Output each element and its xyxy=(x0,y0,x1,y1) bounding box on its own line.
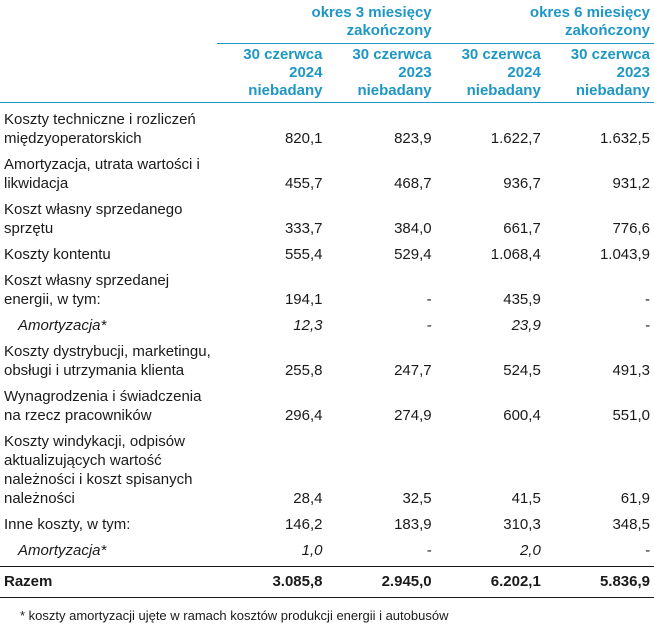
total-value: 3.085,8 xyxy=(217,567,326,598)
column-header-6m-2023 xyxy=(545,44,654,103)
cell-value: 455,7 xyxy=(284,175,323,192)
row-label: Koszty dystrybucji, marketingu, obsługi i utrzymania klienta xyxy=(4,343,211,379)
column-date: 30 czerwca xyxy=(352,46,432,63)
cell-value: 820,1 xyxy=(284,130,323,147)
cell-value: 1.622,7 xyxy=(490,130,541,147)
cell-value: - xyxy=(645,291,650,308)
period-3-months: okres 3 miesięcy zakończony xyxy=(217,4,435,44)
cell-value: 2,0 xyxy=(519,542,541,559)
date-header-row xyxy=(0,44,654,103)
cell-value: 194,1 xyxy=(284,291,323,308)
cell-value: 183,9 xyxy=(394,516,432,533)
row-label: Koszt własny sprzedanego sprzętu xyxy=(4,201,183,237)
table-row xyxy=(0,151,654,196)
total-row xyxy=(0,567,654,598)
cell-value: 1.632,5 xyxy=(599,130,650,147)
total-value: 5.836,9 xyxy=(545,567,654,598)
cell-value: 823,9 xyxy=(394,130,432,147)
row-label: Koszt własny sprzedanej energii, w tym: xyxy=(4,272,170,308)
table-row xyxy=(0,241,654,267)
cell-value: 524,5 xyxy=(503,362,541,379)
cell-value: 555,4 xyxy=(284,246,323,263)
cell-value: 1.043,9 xyxy=(599,246,650,263)
table-row xyxy=(0,338,654,383)
cell-value: 28,4 xyxy=(293,490,323,507)
cell-value: - xyxy=(426,542,432,559)
cell-value: 551,0 xyxy=(612,407,650,424)
table-row xyxy=(0,196,654,241)
cell-value: 23,9 xyxy=(511,317,541,334)
period-header-row xyxy=(0,4,654,44)
column-status: niebadany xyxy=(248,82,323,99)
cell-value: 274,9 xyxy=(394,407,432,424)
column-year: 2024 xyxy=(289,64,323,81)
table-row xyxy=(0,383,654,428)
row-label: Koszty kontentu xyxy=(4,246,111,263)
period-6-months: okres 6 miesięcy zakończony xyxy=(436,4,654,44)
header-blank-2 xyxy=(0,44,217,103)
header-blank xyxy=(0,4,217,44)
cell-value: 435,9 xyxy=(503,291,541,308)
cell-value: 310,3 xyxy=(503,516,541,533)
cell-value: 661,7 xyxy=(503,220,541,237)
cell-value: 255,8 xyxy=(284,362,323,379)
table-row-sub xyxy=(0,537,654,563)
cell-value: 333,7 xyxy=(284,220,323,237)
cell-value: 600,4 xyxy=(503,407,541,424)
table-row xyxy=(0,267,654,312)
cell-value: 41,5 xyxy=(511,490,541,507)
column-year: 2023 xyxy=(398,64,432,81)
cell-value: - xyxy=(426,317,432,334)
cell-value: 296,4 xyxy=(284,407,323,424)
column-header-6m-2024 xyxy=(436,44,545,103)
cell-value: 931,2 xyxy=(612,175,650,192)
table-row-sub xyxy=(0,312,654,338)
operating-costs-table xyxy=(0,4,654,598)
total-value: 2.945,0 xyxy=(326,567,435,598)
cell-value: 12,3 xyxy=(293,317,323,334)
row-label: Amortyzacja, utrata wartości i likwidacja xyxy=(4,156,200,192)
row-label: Koszty windykacji, odpisów aktualizujących wartość należności i koszt spisanych należności xyxy=(4,433,193,507)
column-year: 2023 xyxy=(616,64,650,81)
cell-value: 61,9 xyxy=(620,490,650,507)
table-row xyxy=(0,511,654,537)
column-status: niebadany xyxy=(357,82,432,99)
column-status: niebadany xyxy=(466,82,541,99)
cell-value: 384,0 xyxy=(394,220,432,237)
row-label: Inne koszty, w tym: xyxy=(4,516,131,533)
cell-value: - xyxy=(645,317,650,334)
cell-value: 491,3 xyxy=(612,362,650,379)
row-label: Amortyzacja* xyxy=(18,317,107,334)
total-label: Razem xyxy=(0,567,217,598)
column-header-3m-2024 xyxy=(217,44,326,103)
footnote: * koszty amortyzacji ujęte w ramach kosztów produkcji energii i autobusów xyxy=(20,608,449,623)
cell-value: 247,7 xyxy=(394,362,432,379)
table-row xyxy=(0,106,654,151)
cell-value: 146,2 xyxy=(284,516,323,533)
column-year: 2024 xyxy=(507,64,541,81)
cell-value: 1.068,4 xyxy=(490,246,541,263)
cell-value: - xyxy=(645,542,650,559)
cell-value: 529,4 xyxy=(394,246,432,263)
row-label: Amortyzacja* xyxy=(18,542,107,559)
cell-value: 776,6 xyxy=(612,220,650,237)
column-status: niebadany xyxy=(575,82,650,99)
column-header-3m-2023 xyxy=(326,44,435,103)
cell-value: 936,7 xyxy=(503,175,541,192)
cell-value: - xyxy=(426,291,432,308)
column-date: 30 czerwca xyxy=(243,46,323,63)
table-row xyxy=(0,428,654,511)
cell-value: 348,5 xyxy=(612,516,650,533)
row-label: Koszty techniczne i rozliczeń międzyoperatorskich xyxy=(4,111,196,147)
column-date: 30 czerwca xyxy=(461,46,541,63)
cell-value: 468,7 xyxy=(394,175,432,192)
cell-value: 32,5 xyxy=(402,490,432,507)
column-date: 30 czerwca xyxy=(570,46,650,63)
cell-value: 1,0 xyxy=(301,542,323,559)
total-value: 6.202,1 xyxy=(436,567,545,598)
row-label: Wynagrodzenia i świadczenia na rzecz pracowników xyxy=(4,388,202,424)
